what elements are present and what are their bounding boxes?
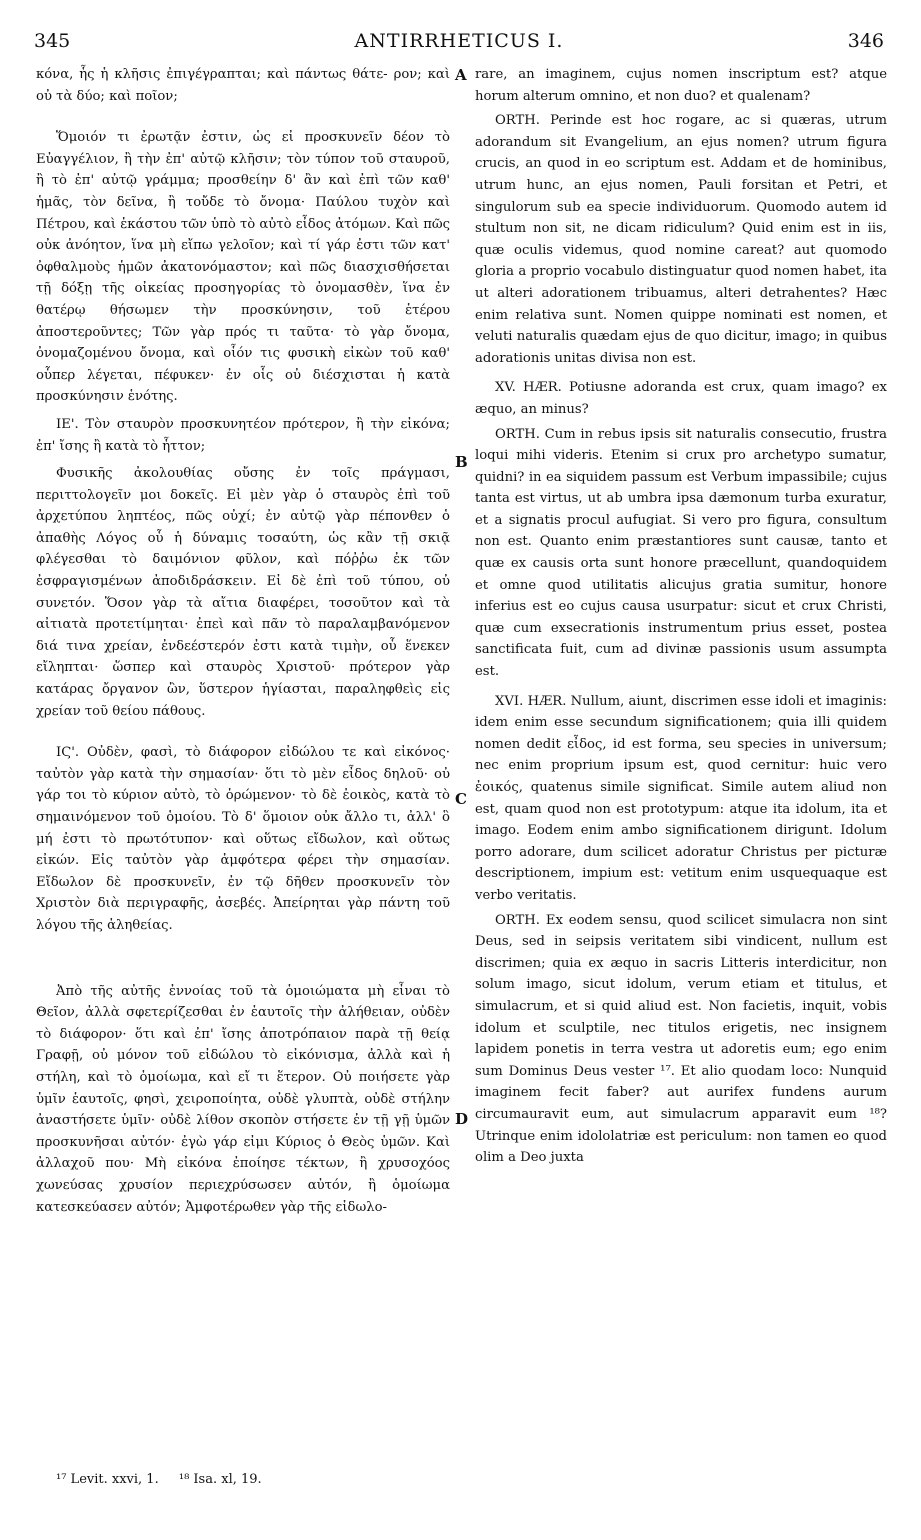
greek-section-heading: ΙϚ'. Οὐδὲν, φασὶ, τὸ διάφορον εἰδώλου τε καὶ εἰκόνος· ταὐτὸν γὰρ κατὰ τὴν σημασίαν· ὅτι τὸ μὲν εἶδος δηλοῦ· οὐ γάρ τοι τὸ κύριον αὐτὸ, τὸ ὁρώμενον· τὸ δὲ ἐοικὸς, κατὰ τὸ σημαινόμενον τοῦ ὁμοίου. Τὸ δ' ὅμοιον οὐκ ἄλλο τι, ἀλλ' ὃ μή ἐστι τὸ πρωτότυπον· καὶ οὕτως εἴδωλον, καὶ οὕτως εἰκών. Εἰς ταὐτὸν γὰρ ἀμφότερα φέρει τὴν σημασίαν. Εἴδωλον δὲ προσκυνεῖν, ἐν τῷ δῆθεν προσκυνεῖν τὸν Χριστὸν διὰ περιγραφῆς, ἀσεβές. Ἀπείρηται γὰρ πάντη τοῦ λόγου τῆς ἀληθείας.	[36, 745, 450, 933]
greek-section-heading: ΙΕ'. Τὸν σταυρὸν προσκυνητέον πρότερον, ἢ τὴν εἰκόνα; ἐπ' ἴσης ἢ κατὰ τὸ ἧττον;	[36, 416, 450, 454]
page-number-right: 346	[847, 30, 884, 52]
footnote: ¹⁷ Levit. xxvi, 1.	[56, 1472, 159, 1487]
greek-paragraph: Φυσικῆς ἀκολουθίας οὔσης ἐν τοῖς πράγμασι, περιττολογεῖν μοι δοκεῖς. Εἰ μὲν γὰρ ὁ σταυρὸς ἐπὶ τοῦ ἀρχετύπου ληπτέος, πῶς οὐχί; ἐν αὐτῷ γὰρ πέπονθεν ὁ ἀπαθὴς Λόγος οὗ ἡ δύναμις τοσαύτη, ὡς κἂν τῇ σκιᾷ φλέγεσθαι τὸ δαιμόνιον φῦλον, καὶ πόῤῥω ἐκ τῶν ἐσφραγισμένων ἀποδιδράσκειν. Εἰ δὲ ἐπὶ τοῦ τύπου, οὐ συνετόν. Ὅσον γὰρ τὰ αἴτια διαφέρει, τοσοῦτον καὶ τὰ αἰτιατὰ προτετίμηται· ἐπεὶ καὶ πᾶν τὸ παραλαμβανόμενον διά τινα χρείαν, ἐνδεέστερόν ἐστι κατὰ τιμὴν, οὗ ἕνεκεν εἴληπται· ὥσπερ καὶ σταυρὸς Χριστοῦ· πρότερον γὰρ κατάρας ὄργανον ὢν, ὕστερον ἡγίασται, παραληφθεὶς εἰς χρείαν τοῦ θείου πάθους.	[36, 466, 450, 719]
latin-section-heading: XV. HÆR. Potiusne adoranda est crux, quam imago? ex æquo, an minus?	[475, 380, 887, 417]
greek-column	[36, 64, 450, 1224]
latin-paragraph: ORTH. Perinde est hoc rogare, ac si quæras, utrum adorandum sit Evangelium, an ejus nomen? utrum figura crucis, an quod in eo scriptum est. Addam et de hominibus, utrum hunc, an ejus nomen, Pauli forsitan et Petri, et singulorum sub ea specie individuorum. Quomodo autem id stultum non sit, ne dicam ridiculum? Quid enim est in iis, quæ oculis videmus, quod nomine careat? aut quomodo gloria a proprio vocabulo distinguatur quod nomen habet, ita ut alteri adorationem tribuamus, alteri detrahentes? Hæc enim relativa sunt. Nomen quippe nominati est nomen, et veluti naturalis quædam ejus de quo dicitur, imago; in quibus adorationis unitas divisa non est.	[475, 113, 887, 366]
margin-marker-b: B	[455, 453, 468, 471]
latin-paragraph: ORTH. Cum in rebus ipsis sit naturalis consecutio, frustra loqui mihi videris. Etenim si crux pro archetypo sumatur, quidni? in ea siquidem passum est Verbum impassibile; cujus tanta est virtus, ut ab umbra ipsa dæmonum turba exuratur, et a signatis procul aufugiat. Si vero pro figura, consultum non est. Quanto enim præstantiores sunt causæ, tanto et quæ ex causis orta sunt honore præcellunt, quandoquidem et omne quod utilitatis alicujus gratia sumitur, honore inferius est eo cujus causa usurpatur: sicut et crux Christi, quæ cum exsecrationis instrumentum prius esset, postea sanctificata fuit, cum ad divinæ passionis usum assumpta est.	[475, 426, 887, 680]
greek-paragraph: Ἀπὸ τῆς αὐτῆς ἐννοίας τοῦ τὰ ὁμοιώματα μὴ εἶναι τὸ Θεῖον, ἀλλὰ σφετερίζεσθαι ἐν ἑαυτοῖς τὴν ἀλήθειαν, οὐδὲν τὸ διάφορον· ὅτι καὶ ἐπ' ἴσης ἀποτρόπαιον παρὰ τῇ θείᾳ Γραφῇ, οὐ μόνον τοῦ εἰδώλου τὸ εἰκόνισμα, ἀλλὰ καὶ ἡ στήλη, καὶ τὸ ὁμοίωμα, καὶ εἴ τι ἕτερον. Οὐ ποιήσετε γὰρ ὑμῖν ἑαυτοῖς, φησὶ, χειροποίητα, οὐδὲ γλυπτὰ, οὐδὲ στήλην ἀναστήσετε ὑμῖν· οὐδὲ λίθον σκοπὸν στήσετε ἐν τῇ γῇ ὑμῶν προσκυνῆσαι αὐτόν· ἐγὼ γάρ εἰμι Κύριος ὁ Θεὸς ὑμῶν. Καὶ ἀλλαχοῦ που· Μὴ εἰκόνα ἐποίησε τέκτων, ἢ χρυσοχόος χωνεύσας χρυσίον περιεχρύσωσεν αὐτόν, ἢ ὁμοίωμα κατεσκεύασεν αὐτόν; Ἀμφοτέρωθεν γὰρ τῆς εἰδωλο-	[36, 983, 450, 1215]
footnote: ¹⁸ Isa. xl, 19.	[178, 1472, 262, 1487]
latin-paragraph: rare, an imaginem, cujus nomen inscriptum est? atque horum alterum omnino, et non duo? et qualenam?	[475, 67, 887, 104]
latin-paragraph: ORTH. Ex eodem sensu, quod scilicet simulacra non sint Deus, sed in seipsis veritatem sibi vindicent, nullum est discrimen; quia ex æquo in sacris Litteris interdicitur, non solum imago, sicut idolum, verum etiam et titulus, et simulacrum, et si quid aliud est. Non facietis, inquit, vobis idolum et sculptile, nec titulos erigetis, nec insignem lapidem ponetis in terra vestra ut adoretis eum; ego enim sum Dominus Deus vester ¹⁷. Et alio quodam loco: Nunquid imaginem fecit faber? aut aurifex fundens aurum circumauravit eum, aut simulacrum apparavit eum ¹⁸? Utrinque enim idololatriæ est periculum: non tamen eo quod olim a Deo juxta	[475, 912, 887, 1166]
margin-marker-c: C	[455, 790, 467, 808]
greek-paragraph: κόνα, ἧς ἡ κλῆσις ἐπιγέγραπται; καὶ πάντως θάτε- ρον; καὶ οὐ τὰ δύο; καὶ ποῖον;	[36, 67, 450, 104]
latin-section-heading: XVI. HÆR. Nullum, aiunt, discrimen esse idoli et imaginis: idem enim esse secundum significationem; quia illi quidem nomen dedit εἶδος, id est forma, seu species in universum; nec enim proprium ipsum est, quod cernitur: huic vero ἐοικός, quatenus simile significat. Simile autem aliud non est, quam quod non est prototypum: atque ita idolum, ita et imago. Eodem enim ambo significationem dirigunt. Idolum porro adorare, dum scilicet adoratur Christus per picturæ descriptionem, impium est: vetitum enim usquequaque est verbo veritatis.	[475, 693, 887, 903]
margin-marker-a: A	[455, 66, 467, 84]
greek-paragraph: Ὅμοιόν τι ἐρωτᾷν ἐστιν, ὡς εἰ προσκυνεῖν δέον τὸ Εὐαγγέλιον, ἢ τὴν ἐπ' αὐτῷ κλῆσιν; τὸν τύπον τοῦ σταυροῦ, ἢ τὸ ἐπ' αὐτῷ γράμμα; προσθείην δ' ἂν καὶ ἐπὶ τῶν καθ' ἡμᾶς, τὸν δεῖνα, ἢ τοὔδε τὸ ὄνομα· Παύλου τυχὸν καὶ Πέτρου, καὶ ἑκάστου τῶν ὑπὸ τὸ αὐτὸ εἶδος ἀτόμων. Καὶ πῶς οὐκ ἀνόητον, ἵνα μὴ εἴπω γελοῖον; καὶ τί γάρ ἐστι τῶν κατ' ὀφθαλμοὺς ἡμῶν ἀκατονόμαστον; καὶ πῶς διασχισθήσεται τῇ δόξῃ τῆς οἰκείας προσηγορίας τὸ ὀνομασθὲν, ἵνα ἐν θατέρῳ θήσωμεν τὴν προσκύνησιν, τοῦ ἑτέρου ἀποστεροῦντες; Τῶν γὰρ πρός τι ταῦτα· τὸ γὰρ ὄνομα, ὀνομαζομένου ὄνομα, καὶ οἷόν τις φυσικὴ εἰκὼν τοῦ καθ' οὗπερ λέγεται, πέφυκεν· ἐν οἷς οὐ διέσχισται ἡ κατὰ προσκύνησιν ἑνότης.	[36, 130, 451, 405]
margin-marker-d: D	[455, 1110, 469, 1128]
latin-column	[475, 64, 887, 1172]
running-title: ANTIRRHETICUS I.	[354, 30, 564, 52]
footnotes	[56, 1472, 278, 1487]
running-header	[34, 30, 884, 56]
page-number-left: 345	[34, 30, 71, 52]
